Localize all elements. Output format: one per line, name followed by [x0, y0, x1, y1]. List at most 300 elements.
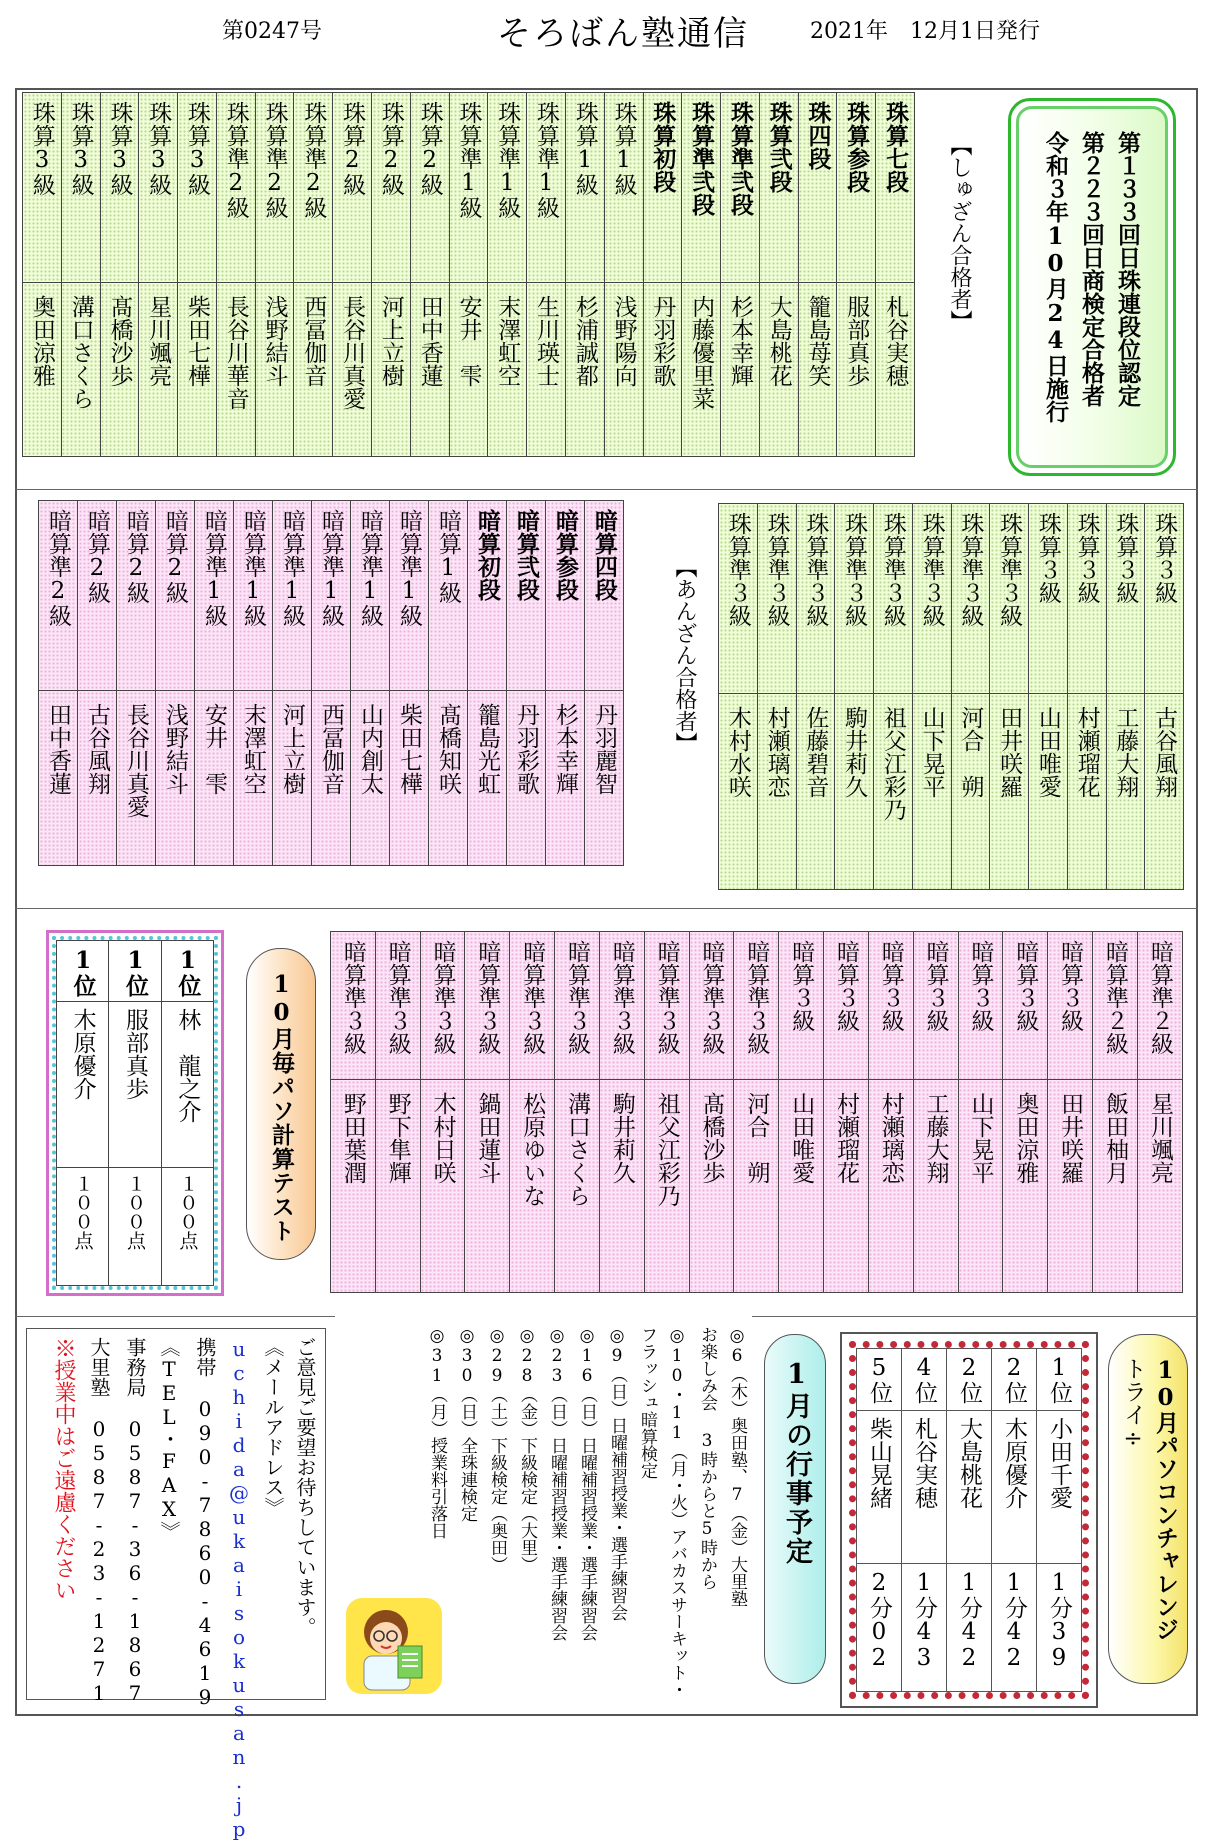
anzan-lower-name: 村瀬璃恋: [877, 1092, 904, 1184]
test-score: １００点: [71, 1174, 94, 1250]
shuzan-jun3-name: 田井咲羅: [996, 706, 1023, 798]
challenge-time-cell: [857, 1564, 902, 1692]
challenge-time: 1分39: [1046, 1570, 1072, 1671]
shuzan-jun3-rank-cell: [990, 504, 1029, 694]
anzan-name-cell: [351, 691, 390, 866]
test-score-cell: [109, 1168, 161, 1286]
anzan-name: 丹羽麗智: [591, 703, 617, 795]
shuzan-name-cell: [139, 283, 178, 457]
anzan-rank-cell: [507, 501, 546, 691]
anzan-rank: 暗算準1級: [240, 509, 266, 627]
test-rank: 1位: [174, 947, 202, 997]
anzan-rank: 暗算準1級: [396, 509, 422, 627]
anzan-lower-rank: 暗算３級: [833, 940, 860, 1032]
anzan-lower-rank: 暗算３級: [1012, 940, 1039, 1032]
shuzan-jun3-name: 山下晃平: [918, 706, 945, 798]
section-divider: [15, 489, 1198, 490]
shuzan-jun3-rank-cell: [951, 504, 990, 694]
test-rank-cell: [57, 941, 109, 1002]
shuzan-rank: 珠算3級: [67, 101, 94, 196]
shuzan-rank-cell: [100, 93, 139, 283]
anzan-lower-rank: 暗算３級: [922, 940, 949, 1032]
challenge-rank-cell: [1037, 1349, 1082, 1411]
shuzan-rank: 珠算初段: [649, 101, 677, 193]
anzan-lower-name: 野下隼輝: [384, 1092, 411, 1184]
shuzan-name: 末澤虹空: [494, 295, 521, 387]
anzan-lower-rank-cell: [510, 932, 555, 1080]
challenge-time: 1分42: [1001, 1570, 1027, 1671]
shuzan-name-cell: [565, 283, 604, 457]
anzan-name-cell: [234, 691, 273, 866]
shuzan-jun3-name-cell: [796, 694, 835, 890]
anzan-lower-name: 髙橋沙歩: [698, 1092, 725, 1184]
teacher-illustration: [346, 1598, 442, 1694]
shuzan-passers-table: [22, 92, 915, 457]
test-rank: 1位: [69, 947, 97, 997]
shuzan-jun3-rank-cell: [1067, 504, 1106, 694]
anzan-lower-name-cell: [1003, 1080, 1048, 1293]
shuzan-name: 杉浦誠都: [571, 295, 598, 387]
anzan-name: 田中香蓮: [45, 703, 71, 795]
shuzan-rank-cell: [527, 93, 566, 283]
shuzan-name-cell: [488, 283, 527, 457]
challenge-ranking-table: [856, 1348, 1082, 1692]
anzan-lower-name: 鍋田蓮斗: [474, 1092, 501, 1184]
anzan-lower-name-cell: [779, 1080, 824, 1293]
anzan-lower-name-cell: [644, 1080, 689, 1293]
shuzan-name: 奥田涼雅: [28, 295, 55, 387]
anzan-lower-rank-cell: [331, 932, 376, 1080]
test-ranking-table: [56, 940, 214, 1286]
shuzan-jun3-rank-cell: [912, 504, 951, 694]
anzan-rank-cell: [585, 501, 624, 691]
shuzan-name-cell: [255, 283, 294, 457]
anzan-lower-name-cell: [913, 1080, 958, 1293]
shuzan-rank: 珠四段: [804, 101, 832, 170]
anzan-lower-rank: 暗算３級: [877, 940, 904, 1032]
shuzan-name: 髙橋沙歩: [106, 295, 133, 387]
shuzan-rank-cell: [682, 93, 721, 283]
office-phone: 事務局 0587-36-1867: [123, 1337, 147, 1705]
anzan-lower-name-cell: [824, 1080, 869, 1293]
shuzan-jun3-name-cell: [719, 694, 758, 890]
shuzan-rank-cell: [721, 93, 760, 283]
challenge-rank: 5位: [866, 1355, 892, 1404]
shuzan-rank-cell: [61, 93, 100, 283]
shuzan-rank-cell: [410, 93, 449, 283]
shuzan-jun3-name: 祖父江彩乃: [879, 706, 906, 821]
shuzan-name: 生川瑛士: [533, 295, 560, 387]
anzan-lower-rank: 暗算準２級: [1146, 940, 1173, 1055]
anzan-rank: 暗算準1級: [279, 509, 305, 627]
anzan-rank-cell: [273, 501, 312, 691]
challenge-rank: 2位: [956, 1355, 982, 1404]
osato-phone: 大里塾 0587-23-1271: [87, 1337, 111, 1705]
challenge-title-pill: [1108, 1334, 1188, 1684]
shuzan-jun3-rank-cell: [719, 504, 758, 694]
shuzan-name-cell: [643, 283, 682, 457]
anzan-lower-rank: 暗算準３級: [743, 940, 770, 1055]
anzan-name-cell: [39, 691, 78, 866]
anzan-rank: 暗算初段: [474, 509, 501, 601]
shuzan-jun3-rank: 珠算準３級: [957, 512, 984, 627]
shuzan-jun3-rank: 珠算準３級: [996, 512, 1023, 627]
shuzan-rank-cell: [798, 93, 837, 283]
anzan-lower-rank: 暗算準２級: [1101, 940, 1128, 1055]
test-ranking-box: [46, 930, 224, 1296]
anzan-lower-rank-cell: [1048, 932, 1093, 1080]
shuzan-jun3-rank-cell: [757, 504, 796, 694]
anzan-lower-rank-cell: [599, 932, 644, 1080]
anzan-name: 籠島光虹: [474, 703, 500, 795]
test-title: 10月毎パソ計算テスト: [268, 971, 295, 1243]
anzan-lower-rank: 暗算３級: [788, 940, 815, 1032]
anzan-lower-name-cell: [689, 1080, 734, 1293]
anzan-name-cell: [78, 691, 117, 866]
shuzan-name: 杉本幸輝: [726, 295, 753, 387]
shuzan-name-cell: [410, 283, 449, 457]
shuzan-name: 安井 雫: [455, 295, 482, 387]
shuzan-jun3-name: 木村水咲: [724, 706, 751, 798]
shuzan-name: 星川颯亮: [145, 295, 172, 387]
shuzan-rank-cell: [565, 93, 604, 283]
anzan-lower-name: 山下晃平: [967, 1092, 994, 1184]
events-title: 1月の行事予定: [781, 1359, 812, 1566]
shuzan-name: 長谷川真愛: [339, 295, 366, 410]
challenge-name-cell: [857, 1411, 902, 1564]
challenge-time-cell: [992, 1564, 1037, 1692]
anzan-lower-name-cell: [331, 1080, 376, 1293]
certification-title-box: [1008, 98, 1176, 476]
anzan-lower-name-cell: [420, 1080, 465, 1293]
anzan-rank: 暗算弐段: [513, 509, 540, 601]
anzan-name: 安井 雫: [201, 703, 227, 795]
anzan-rank: 暗算参段: [552, 509, 579, 601]
anzan-lower-rank-cell: [734, 932, 779, 1080]
anzan-lower-name-cell: [510, 1080, 555, 1293]
newsletter-title: そろばん塾通信: [497, 14, 749, 54]
anzan-rank: 暗算準1級: [318, 509, 344, 627]
anzan-lower-rank-cell: [420, 932, 465, 1080]
anzan-lower-name: 松原ゆいな: [519, 1092, 546, 1207]
shuzan-rank-cell: [178, 93, 217, 283]
test-score: １００点: [123, 1174, 146, 1250]
anzan-rank-cell: [468, 501, 507, 691]
shuzan-rank-cell: [372, 93, 411, 283]
challenge-rank-cell: [902, 1349, 947, 1411]
anzan-lower-rank-cell: [868, 932, 913, 1080]
shuzan-name-cell: [682, 283, 721, 457]
anzan-name-cell: [507, 691, 546, 866]
anzan-lower-rank: 暗算準３級: [653, 940, 680, 1055]
shuzan-name-cell: [23, 283, 62, 457]
shuzan-name-cell: [449, 283, 488, 457]
shuzan-jun3-name-cell: [1145, 694, 1184, 890]
shuzan-rank-cell: [294, 93, 333, 283]
anzan-rank: 暗算1級: [435, 509, 461, 604]
shuzan-rank-cell: [643, 93, 682, 283]
anzan-rank-cell: [195, 501, 234, 691]
shuzan-rank-cell: [837, 93, 876, 283]
anzan-lower-rank: 暗算準３級: [698, 940, 725, 1055]
anzan-rank-cell: [351, 501, 390, 691]
shuzan-name-cell: [178, 283, 217, 457]
challenge-time-cell: [947, 1564, 992, 1692]
anzan-rank-cell: [78, 501, 117, 691]
shuzan-jun3-name-cell: [990, 694, 1029, 890]
event-item: ◎31（月）授業料引落日: [427, 1326, 447, 1539]
test-rank-cell: [109, 941, 161, 1002]
shuzan-rank-cell: [216, 93, 255, 283]
section-divider: [15, 1316, 335, 1317]
anzan-rank: 暗算2級: [162, 509, 188, 604]
challenge-time: 1分43: [911, 1570, 937, 1671]
challenge-time-cell: [902, 1564, 947, 1692]
challenge-time: 2分02: [866, 1570, 892, 1671]
shuzan-jun3-name-cell: [951, 694, 990, 890]
anzan-lower-rank-cell: [824, 932, 869, 1080]
anzan-section-label: 【あんざん合格者】: [672, 556, 697, 754]
challenge-name-cell: [992, 1411, 1037, 1564]
anzan-lower-name: 野田葉潤: [339, 1092, 366, 1184]
shuzan-jun3-name-cell: [1029, 694, 1068, 890]
shuzan-rank: 珠算準1級: [455, 101, 482, 219]
anzan-rank: 暗算2級: [84, 509, 110, 604]
shuzan-rank: 珠算3級: [184, 101, 211, 196]
shuzan-jun3-passers-table: [718, 503, 1184, 890]
challenge-name: 札谷実穂: [911, 1417, 937, 1509]
shuzan-rank-cell: [333, 93, 372, 283]
contact-box: [26, 1328, 326, 1841]
anzan-lower-name: 星川颯亮: [1146, 1092, 1173, 1184]
challenge-subtitle: トライ÷: [1120, 1357, 1146, 1452]
certification-line2: 第２２３回日商検定合格者: [1078, 131, 1105, 407]
shuzan-jun3-name: 佐藤碧音: [802, 706, 829, 798]
shuzan-name-cell: [216, 283, 255, 457]
shuzan-jun3-rank-cell: [796, 504, 835, 694]
anzan-lower-rank-cell: [1137, 932, 1182, 1080]
test-score: １００点: [176, 1174, 199, 1250]
shuzan-jun3-name-cell: [1067, 694, 1106, 890]
challenge-time: 1分42: [956, 1570, 982, 1671]
anzan-name-cell: [117, 691, 156, 866]
challenge-rank: 4位: [911, 1355, 937, 1404]
shuzan-rank-cell: [449, 93, 488, 283]
event-item: ◎6（木）奥田塾、7（金）大里塾: [727, 1326, 747, 1607]
shuzan-jun3-name: 工藤大翔: [1112, 706, 1139, 798]
shuzan-name: 溝口さくら: [67, 295, 94, 410]
test-name-cell: [109, 1002, 161, 1168]
anzan-name-cell: [195, 691, 234, 866]
shuzan-jun3-rank-cell: [874, 504, 913, 694]
anzan-lower-name-cell: [958, 1080, 1003, 1293]
anzan-lower-name: 田井咲羅: [1057, 1092, 1084, 1184]
shuzan-rank-cell: [23, 93, 62, 283]
anzan-name-cell: [546, 691, 585, 866]
test-rank-cell: [161, 941, 213, 1002]
event-item: ◎10・11（月・火）アバカスサーキット・: [667, 1326, 687, 1698]
challenge-name-cell: [902, 1411, 947, 1564]
anzan-lower-name-cell: [868, 1080, 913, 1293]
anzan-lower-name: 駒井莉久: [608, 1092, 635, 1184]
challenge-ranking-box: [840, 1332, 1098, 1708]
challenge-name: 大島桃花: [956, 1417, 982, 1509]
anzan-rank-cell: [39, 501, 78, 691]
shuzan-jun3-rank-cell: [1106, 504, 1145, 694]
event-item: ◎16（日）日曜補習授業・選手練習会: [577, 1326, 597, 1641]
shuzan-rank: 珠算準1級: [533, 101, 560, 219]
shuzan-jun3-name: 河合 朔: [957, 706, 984, 798]
issue-date: 2021年 12月1日発行: [810, 19, 1040, 44]
shuzan-name: 河上立樹: [377, 295, 404, 387]
anzan-name: 杉本幸輝: [552, 703, 578, 795]
challenge-name-cell: [947, 1411, 992, 1564]
shuzan-rank: 珠算3級: [106, 101, 133, 196]
shuzan-name: 浅野陽向: [610, 295, 637, 387]
anzan-lower-rank: 暗算準３級: [384, 940, 411, 1055]
anzan-lower-name: 村瀬瑠花: [833, 1092, 860, 1184]
shuzan-jun3-rank: 珠算準３級: [763, 512, 790, 627]
anzan-lower-rank-cell: [465, 932, 510, 1080]
shuzan-rank: 珠算準2級: [261, 101, 288, 219]
anzan-passers-table: [38, 500, 624, 866]
event-item: お楽しみ会 3時からと5時から: [697, 1326, 717, 1590]
section-divider: [752, 1316, 1198, 1317]
anzan-lower-rank-cell: [1093, 932, 1138, 1080]
shuzan-rank: 珠算準弐段: [688, 101, 716, 216]
mobile-number: 携帯 090-7860-4619: [193, 1337, 217, 1709]
shuzan-rank-cell: [139, 93, 178, 283]
event-item: ◎9（日）日曜補習授業・選手練習会: [607, 1326, 627, 1621]
shuzan-name: 西冨伽音: [300, 295, 327, 387]
anzan-name: 髙橋知咲: [435, 703, 461, 795]
shuzan-name-cell: [61, 283, 100, 457]
anzan-lower-rank: 暗算準３級: [429, 940, 456, 1055]
event-item: ◎23（日）日曜補習授業・選手練習会: [547, 1326, 567, 1641]
anzan-lower-rank: 暗算準３級: [339, 940, 366, 1055]
shuzan-rank-cell: [876, 93, 915, 283]
shuzan-rank: 珠算弐段: [765, 101, 793, 193]
certification-line1: 第１３３回日珠連段位認定: [1114, 131, 1141, 407]
shuzan-name-cell: [294, 283, 333, 457]
shuzan-rank-cell: [255, 93, 294, 283]
challenge-name: 木原優介: [1001, 1417, 1027, 1509]
shuzan-name: 丹羽彩歌: [649, 295, 676, 387]
events-title-pill: [764, 1334, 826, 1684]
shuzan-name: 柴田七樺: [184, 295, 211, 387]
shuzan-jun3-rank-cell: [1029, 504, 1068, 694]
shuzan-rank-cell: [604, 93, 643, 283]
shuzan-jun3-name-cell: [835, 694, 874, 890]
shuzan-jun3-rank: 珠算３級: [1151, 512, 1178, 604]
opinion-text: ご意見ご要望お待ちしています。: [293, 1337, 317, 1637]
shuzan-rank: 珠算準2級: [222, 101, 249, 219]
shuzan-name-cell: [876, 283, 915, 457]
event-item: ◎30（日）全珠連検定: [457, 1326, 477, 1522]
anzan-name: 古谷風翔: [84, 703, 110, 795]
anzan-lower-name: 溝口さくら: [564, 1092, 591, 1207]
anzan-lower-rank: 暗算準３級: [564, 940, 591, 1055]
anzan-lower-name: 祖父江彩乃: [653, 1092, 680, 1207]
anzan-rank: 暗算四段: [591, 509, 618, 601]
shuzan-rank: 珠算1級: [571, 101, 598, 196]
anzan-lower-rank-cell: [779, 932, 824, 1080]
anzan-name-cell: [156, 691, 195, 866]
anzan-rank-cell: [429, 501, 468, 691]
anzan-lower-rank: 暗算３級: [1057, 940, 1084, 1032]
shuzan-name: 田中香蓮: [416, 295, 443, 387]
shuzan-name-cell: [333, 283, 372, 457]
challenge-name: 小田千愛: [1046, 1417, 1072, 1509]
anzan-name-cell: [468, 691, 507, 866]
challenge-rank: 2位: [1001, 1355, 1027, 1404]
shuzan-jun3-name-cell: [757, 694, 796, 890]
shuzan-name: 札谷実穂: [882, 295, 909, 387]
anzan-lower-name-cell: [1048, 1080, 1093, 1293]
anzan-lower-name: 飯田柚月: [1101, 1092, 1128, 1184]
test-name-cell: [161, 1002, 213, 1168]
anzan-lower-rank-cell: [644, 932, 689, 1080]
anzan-lower-rank: 暗算準３級: [519, 940, 546, 1055]
shuzan-jun3-rank: 珠算準３級: [841, 512, 868, 627]
anzan-lower-passers-table: [330, 931, 1183, 1293]
anzan-lower-name-cell: [465, 1080, 510, 1293]
shuzan-jun3-name-cell: [912, 694, 951, 890]
shuzan-jun3-rank: 珠算準３級: [879, 512, 906, 627]
shuzan-jun3-name: 駒井莉久: [841, 706, 868, 798]
shuzan-name: 籠島苺笑: [804, 295, 831, 387]
shuzan-name-cell: [100, 283, 139, 457]
anzan-rank-cell: [156, 501, 195, 691]
shuzan-rank: 珠算2級: [377, 101, 404, 196]
anzan-lower-rank-cell: [555, 932, 600, 1080]
anzan-name-cell: [273, 691, 312, 866]
anzan-lower-rank-cell: [689, 932, 734, 1080]
test-rank: 1位: [121, 947, 149, 997]
anzan-rank: 暗算準1級: [357, 509, 383, 627]
anzan-lower-name-cell: [375, 1080, 420, 1293]
shuzan-rank: 珠算準1級: [494, 101, 521, 219]
shuzan-jun3-rank: 珠算準３級: [918, 512, 945, 627]
email-label: 《メールアドレス》: [261, 1337, 285, 1517]
anzan-lower-rank: 暗算３級: [967, 940, 994, 1032]
shuzan-jun3-name: 村瀬瑠花: [1073, 706, 1100, 798]
challenge-rank: 1位: [1046, 1355, 1072, 1404]
challenge-title: 10月パソコンチャレンジ: [1152, 1357, 1179, 1641]
anzan-name: 浅野結斗: [162, 703, 188, 795]
shuzan-jun3-rank: 珠算準３級: [802, 512, 829, 627]
shuzan-jun3-rank: 珠算３級: [1073, 512, 1100, 604]
test-name: 林 龍之介: [174, 1008, 201, 1123]
anzan-name: 山内創太: [357, 703, 383, 795]
anzan-name: 長谷川真愛: [123, 703, 149, 818]
challenge-rank-cell: [857, 1349, 902, 1411]
anzan-rank-cell: [312, 501, 351, 691]
issue-number: 第0247号: [222, 19, 322, 44]
email-address[interactable]: uchida@ukaisokusan.jp: [227, 1337, 251, 1841]
shuzan-rank: 珠算七段: [882, 101, 910, 193]
anzan-name: 柴田七樺: [396, 703, 422, 795]
shuzan-jun3-rank: 珠算準３級: [724, 512, 751, 627]
shuzan-rank: 珠算2級: [416, 101, 443, 196]
anzan-name: 西冨伽音: [318, 703, 344, 795]
shuzan-jun3-name: 村瀬璃恋: [763, 706, 790, 798]
event-item: ◎28（金）下級検定（大里）: [517, 1326, 537, 1573]
anzan-name: 河上立樹: [279, 703, 305, 795]
anzan-lower-rank-cell: [1003, 932, 1048, 1080]
anzan-lower-name: 河合 朔: [743, 1092, 770, 1184]
anzan-lower-name: 木村日咲: [429, 1092, 456, 1184]
